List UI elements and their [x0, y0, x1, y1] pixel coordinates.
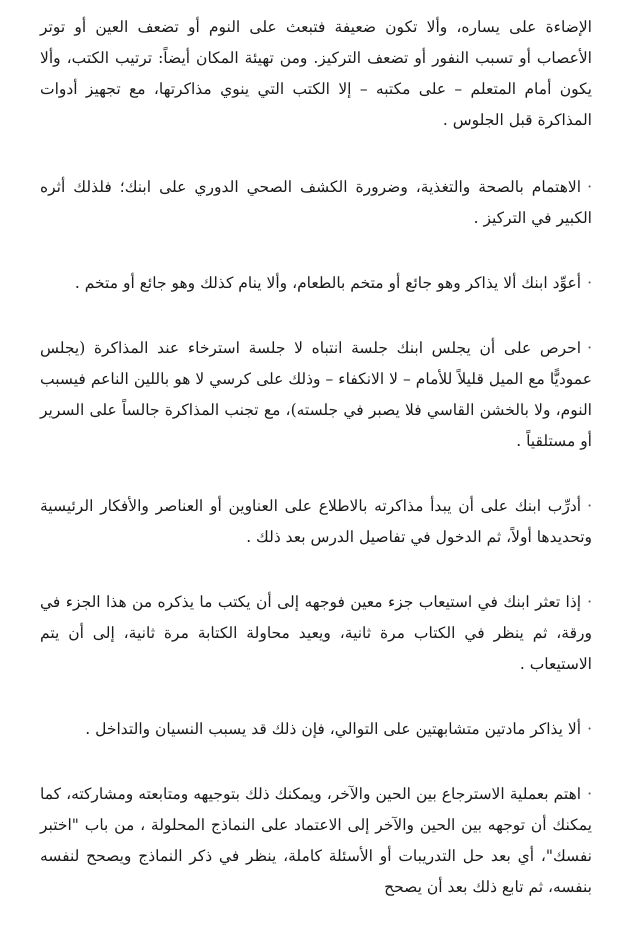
- list-item-text: إذا تعثر ابنك في استيعاب جزء معين فوجهه إلى أن يكتب ما يذكره من هذا الجزء في ورقة، ثم ينظر في الكتاب مرة ثانية، ويعيد محاولة الكتابة مرة ثانية، إلى أن يتم الاستيعاب .: [40, 593, 592, 673]
- list-item-text: أعوِّد ابنك ألا يذاكر وهو جائع أو متخم بالطعام، وألا ينام كذلك وهو جائع أو متخم .: [74, 274, 582, 292]
- bullet-icon: ·: [587, 497, 592, 515]
- list-item: [40, 587, 592, 680]
- list-item-text: ألا يذاكر مادتين متشابهتين على التوالي، فإن ذلك قد يسبب النسيان والتداخل .: [85, 720, 582, 738]
- list-item-text: احرص على أن يجلس ابنك جلسة انتباه لا جلسة استرخاء عند المذاكرة (يجلس عموديًّا مع الميل قليلاً للأمام – لا الانكفاء – وذلك على كرسي لا هو باللين الناعم فيسبب النوم، ولا بالخشن القاسي فلا يصبر في جلسته)، مع تجنب المذاكرة جالساً على السرير أو مستلقياً .: [40, 339, 592, 450]
- list-item: [40, 779, 592, 903]
- bullet-icon: ·: [587, 339, 592, 357]
- list-item: [40, 268, 592, 299]
- bullet-icon: ·: [587, 785, 592, 803]
- list-item-text: الاهتمام بالصحة والتغذية، وضرورة الكشف الصحي الدوري على ابنك؛ فلذلك أثره الكبير في التركيز .: [40, 178, 592, 227]
- list-item: [40, 491, 592, 553]
- list-item-text: اهتم بعملية الاسترجاع بين الحين والآخر، ويمكنك ذلك بتوجيهه ومتابعته ومشاركته، كما يمكنك أن توجهه بين الحين والآخر إلى الاعتماد على النماذج المحلولة ، من باب "اختبر نفسك"، أي بعد حل التدريبات أو الأسئلة كاملة، ينظر في ذكر النماذج ويصحح لنفسه بنفسه، ثم تابع ذلك بعد أن يصحح: [40, 785, 592, 896]
- list-item: [40, 333, 592, 457]
- list-item-text: أدرِّب ابنك على أن يبدأ مذاكرته بالاطلاع على العناوين أو العناصر والأفكار الرئيسية وتحديدها أولاً، ثم الدخول في تفاصيل الدرس بعد ذلك .: [40, 497, 592, 546]
- bullet-icon: ·: [587, 178, 592, 196]
- bullet-icon: ·: [587, 593, 592, 611]
- list-item: [40, 714, 592, 745]
- document-page: [40, 12, 592, 937]
- list-item: [40, 172, 592, 234]
- bullet-icon: ·: [587, 274, 592, 292]
- intro-paragraph: الإضاءة على يساره، وألا تكون ضعيفة فتبعث على النوم أو تضعف العين أو توتر الأعصاب أو تسبب النفور أو تضعف التركيز. ومن تهيئة المكان أيضاً: ترتيب الكتب، وألا يكون أمام المتعلم – على مكتبه – إلا الكتب التي ينوي مذاكرتها، مع تجهيز أدوات المذاكرة قبل الجلوس .: [40, 18, 592, 129]
- bullet-icon: ·: [587, 720, 592, 738]
